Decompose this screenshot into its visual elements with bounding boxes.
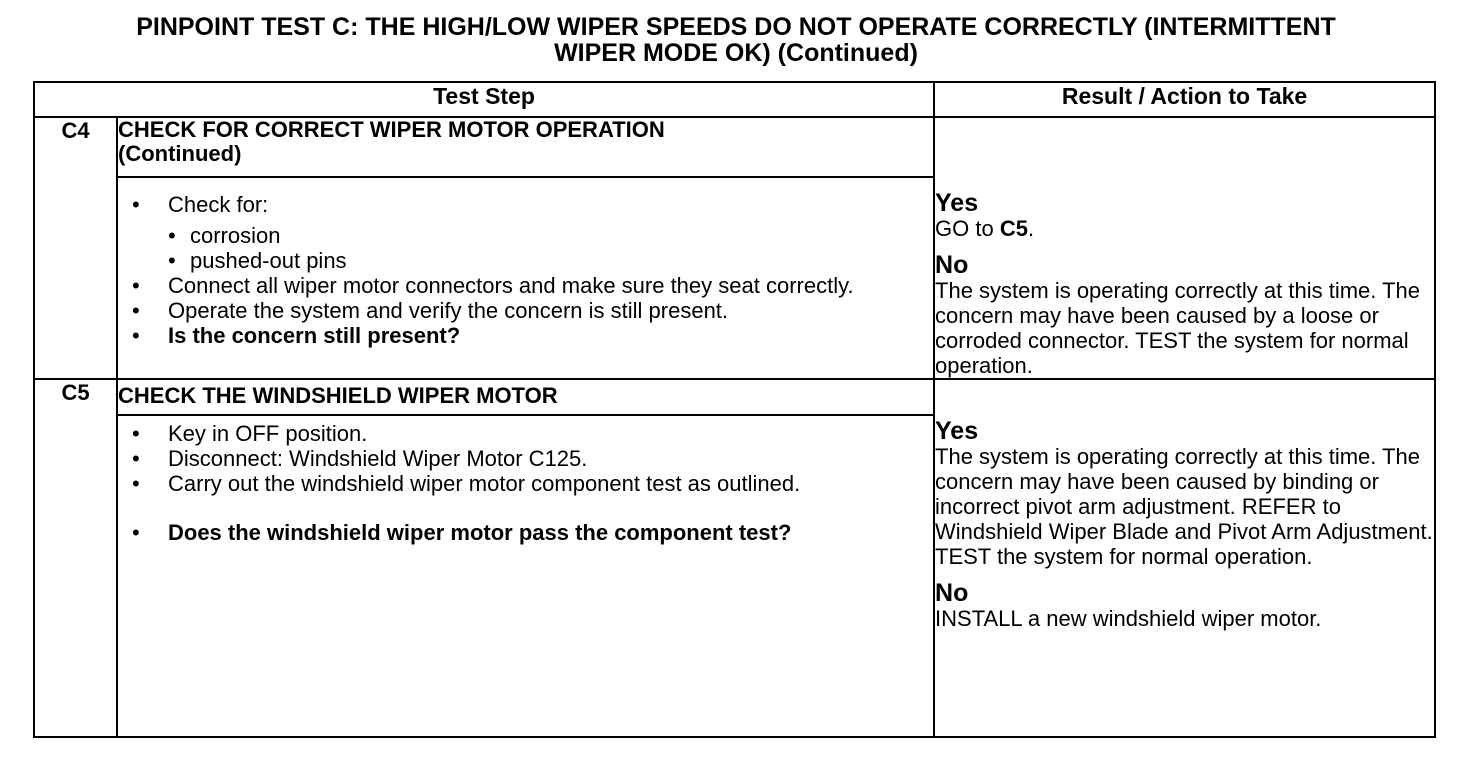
bullet-icon: • <box>132 520 140 545</box>
list-item: • Key in OFF position. <box>132 421 368 446</box>
step-body-c5 <box>117 415 934 737</box>
result-c5-yes-action: The system is operating correctly at this time. The concern may have been caused by binding or incorrect pivot arm adjustment. REFER to Windshield Wiper Blade and Pivot Arm Adjustment. TEST the system for normal operation. <box>935 444 1433 569</box>
step-title-c5: CHECK THE WINDSHIELD WIPER MOTOR <box>117 379 934 415</box>
bullet-icon: • <box>132 298 140 323</box>
result-c5 <box>934 379 1435 737</box>
result-c4-yes-action: GO to C5. <box>935 216 1035 241</box>
c4-step-list <box>118 192 933 348</box>
list-item: • Is the concern still present? <box>132 323 461 348</box>
title-line-1: PINPOINT TEST C: THE HIGH/LOW WIPER SPEEDS DO NOT OPERATE CORRECTLY (INTERMITTENT <box>136 13 1336 41</box>
c5-step-list <box>118 421 933 545</box>
list-item: • Check for: • corrosion • pushed-out pins <box>132 192 923 273</box>
result-c4-yes-label: Yes <box>935 189 979 217</box>
title-line-2: WIPER MODE OK) (Continued) <box>554 39 918 67</box>
result-c5-no-action: INSTALL a new windshield wiper motor. <box>935 606 1322 631</box>
list-item: • Carry out the windshield wiper motor component test as outlined. <box>132 471 801 496</box>
c5-title-row <box>34 379 1435 415</box>
bullet-icon: • <box>132 323 140 348</box>
step-id-c5: C5 <box>34 379 117 737</box>
spacer <box>132 496 923 520</box>
bullet-icon: • <box>132 273 140 298</box>
bullet-icon: • <box>168 223 176 248</box>
list-item: • Does the windshield wiper motor pass the component test? <box>132 520 792 545</box>
step-title-c4-line1: CHECK FOR CORRECT WIPER MOTOR OPERATION <box>118 117 665 142</box>
result-c4 <box>934 117 1435 379</box>
list-item: • Disconnect: Windshield Wiper Motor C125. <box>132 446 588 471</box>
bullet-icon: • <box>168 248 176 273</box>
list-item: • corrosion <box>168 223 281 248</box>
step-id-c4: C4 <box>34 117 117 379</box>
header-test-step: Test Step <box>34 82 934 117</box>
page-title <box>0 14 1472 66</box>
pinpoint-test-table <box>33 81 1436 738</box>
bullet-icon: • <box>132 446 140 471</box>
list-item: • Connect all wiper motor connectors and make sure they seat correctly. <box>132 273 854 298</box>
step-body-c4 <box>117 177 934 379</box>
table-header-row <box>34 82 1435 117</box>
c4-title-row <box>34 117 1435 177</box>
bullet-icon: • <box>132 421 140 446</box>
result-c4-no-action: The system is operating correctly at this time. The concern may have been caused by a loose or corroded connector. TEST the system for normal operation. <box>935 278 1421 378</box>
step-title-c4 <box>117 117 934 177</box>
result-c5-yes-label: Yes <box>935 417 979 445</box>
step-title-c4-line2: (Continued) <box>118 141 242 166</box>
list-item: • Operate the system and verify the concern is still present. <box>132 298 729 323</box>
result-c5-no-label: No <box>935 579 969 607</box>
c4-sub-list <box>168 223 923 273</box>
result-c4-no-label: No <box>935 251 969 279</box>
bullet-icon: • <box>132 471 140 496</box>
header-result-action: Result / Action to Take <box>934 82 1435 117</box>
bullet-icon: • <box>132 192 140 217</box>
list-item: • pushed-out pins <box>168 248 347 273</box>
